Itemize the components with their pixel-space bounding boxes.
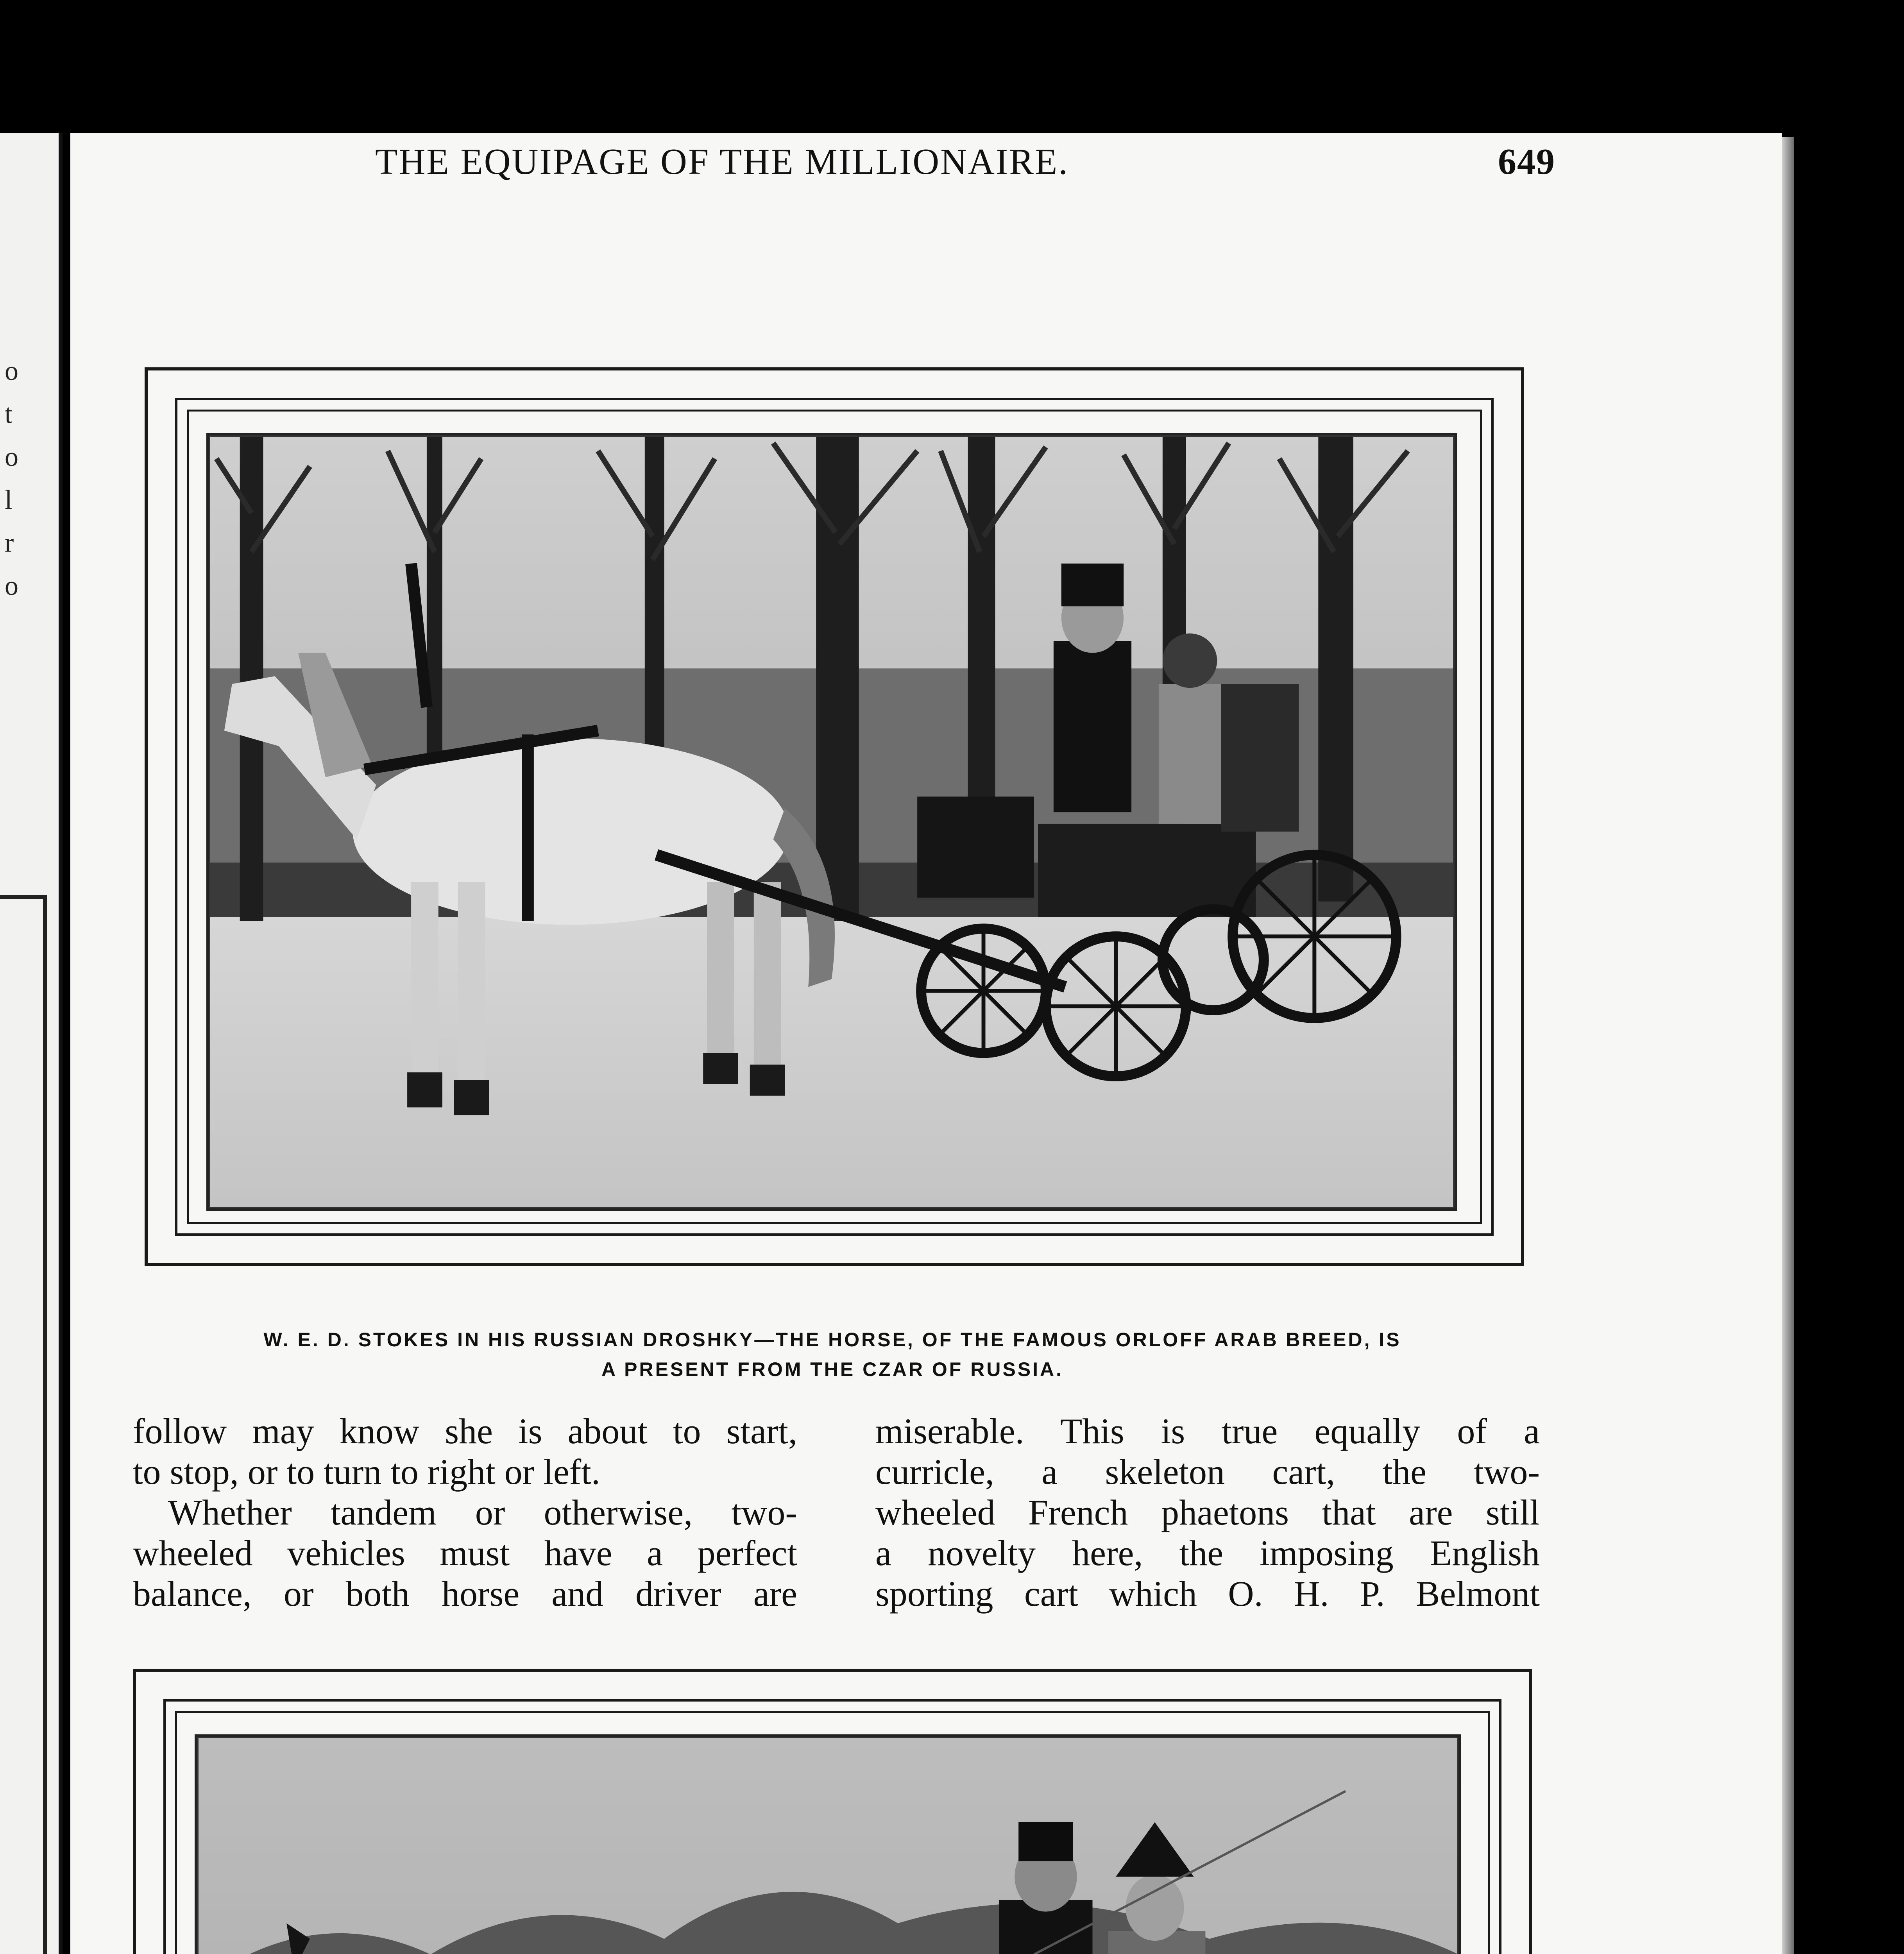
text-line: curricle, a skeleton cart, the two- <box>875 1452 1540 1492</box>
text-column-right <box>875 1411 1540 1614</box>
left-page-fragment: l <box>5 485 13 515</box>
body-text <box>133 1411 1540 1614</box>
text-column-left <box>133 1411 797 1614</box>
left-page-fragment: r <box>5 528 14 558</box>
text-line: follow may know she is about to start, <box>133 1411 797 1451</box>
tandem-cart-photo <box>195 1734 1461 1954</box>
running-head <box>375 141 1555 183</box>
caption-line: A PRESENT FROM THE CZAR OF RUSSIA. <box>601 1358 1064 1380</box>
figure-frame-top <box>145 367 1524 1266</box>
text-line: a novelty here, the imposing English <box>875 1533 1540 1573</box>
page-number: 649 <box>1498 141 1555 182</box>
text-line: wheeled vehicles must have a perfect <box>133 1533 797 1573</box>
page-edge-shadow <box>1782 137 1794 1954</box>
caption-line: W. E. D. STOKES IN HIS RUSSIAN DROSHKY—THE HORSE, OF THE FAMOUS ORLOFF ARAB BREED, IS <box>263 1329 1401 1351</box>
left-page-fragment: o <box>5 442 18 472</box>
tandem-cart-photo-image <box>197 1737 1458 1954</box>
text-line: to stop, or to turn to right or left. <box>133 1452 600 1492</box>
left-page-edge <box>0 133 63 1954</box>
figure-caption-top <box>133 1325 1532 1384</box>
figure-frame-bottom <box>133 1669 1532 1954</box>
left-page-fragment: t <box>5 399 13 429</box>
left-page-fragment: o <box>5 356 18 386</box>
text-line: Whether tandem or otherwise, two- <box>168 1492 797 1532</box>
running-head-title: THE EQUIPAGE OF THE MILLIONAIRE. <box>375 141 1069 182</box>
left-page-box <box>0 895 47 1954</box>
droshky-photo <box>206 433 1457 1211</box>
text-line: miserable. This is true equally of a <box>875 1411 1540 1451</box>
text-line: sporting cart which O. H. P. Belmont <box>875 1574 1540 1614</box>
text-line: balance, or both horse and driver are <box>133 1574 797 1614</box>
left-page-fragment: o <box>5 571 18 601</box>
droshky-photo-image <box>209 435 1455 1208</box>
text-line: wheeled French phaetons that are still <box>875 1492 1540 1532</box>
